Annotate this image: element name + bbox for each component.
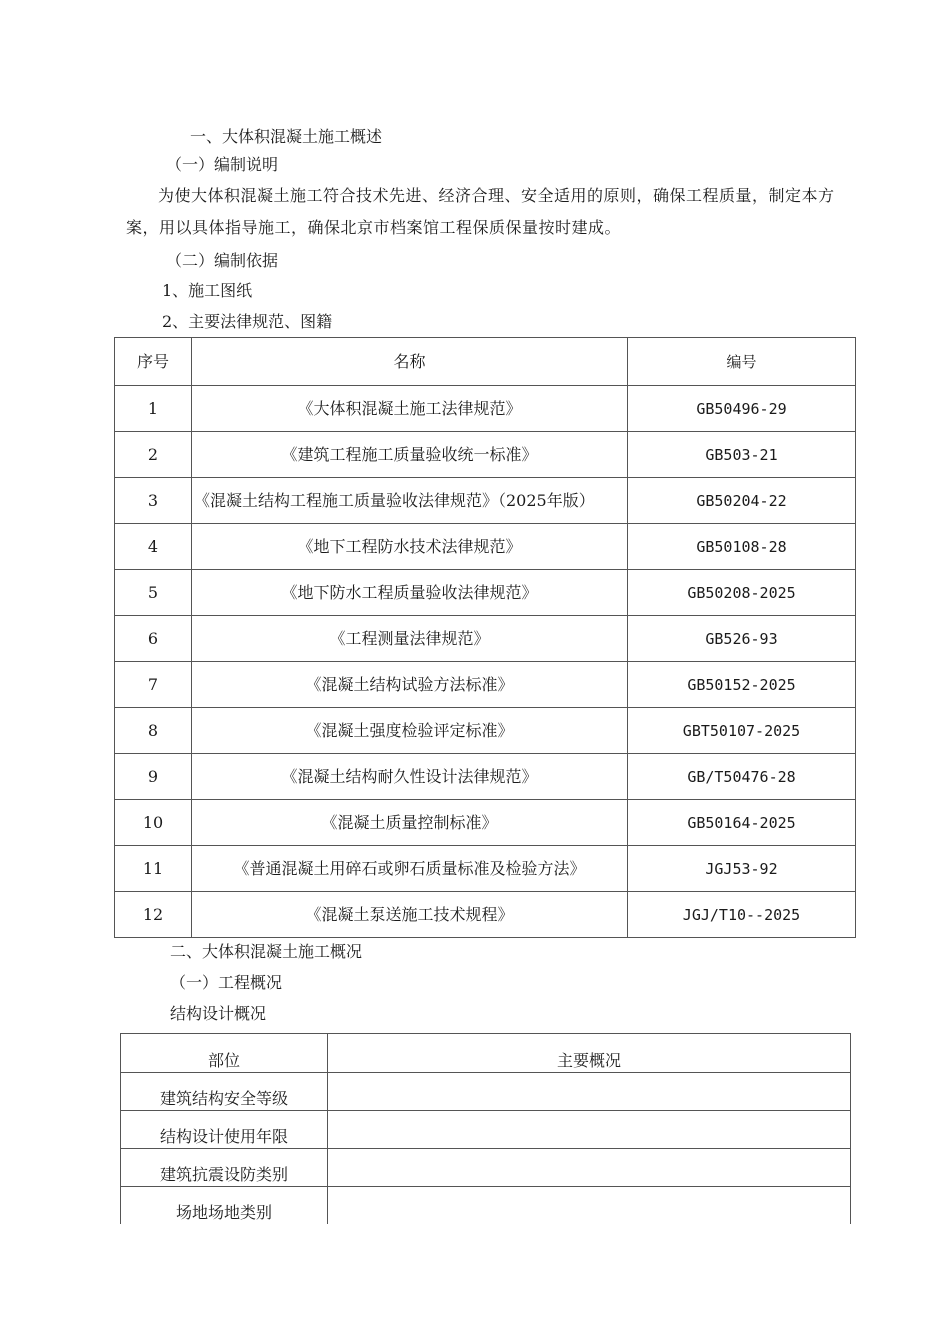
section1-sub1: （一）编制说明 [166, 155, 279, 174]
table-row [115, 846, 856, 892]
table-row [115, 478, 856, 524]
row-part: 建筑抗震设防类别 [121, 1149, 328, 1187]
header-name: 名称 [192, 338, 628, 386]
row-name: 《混凝土强度检验评定标准》 [192, 708, 628, 754]
row-seq: 8 [115, 708, 192, 754]
row-name: 《混凝土结构试验方法标准》 [192, 662, 628, 708]
table-row [121, 1073, 851, 1111]
table-row [115, 570, 856, 616]
row-code: GB50208-2025 [628, 570, 856, 616]
section1-item2: 2、主要法律规范、图籍 [162, 312, 333, 331]
header-overview: 主要概况 [328, 1034, 851, 1073]
row-overview [328, 1187, 851, 1225]
row-seq: 3 [115, 478, 192, 524]
row-seq: 4 [115, 524, 192, 570]
table-row [115, 616, 856, 662]
row-code: GB50108-28 [628, 524, 856, 570]
row-part: 场地场地类别 [121, 1187, 328, 1225]
row-seq: 1 [115, 386, 192, 432]
row-name: 《建筑工程施工质量验收统一标准》 [192, 432, 628, 478]
row-code: GB/T50476-28 [628, 754, 856, 800]
row-name: 《混凝土泵送施工技术规程》 [192, 892, 628, 938]
table-row [115, 708, 856, 754]
section1-paragraph: 为使大体积混凝土施工符合技术先进、经济合理、安全适用的原则，确保工程质量，制定本方案，用以具体指导施工，确保北京市档案馆工程保质保量按时建成。 [126, 186, 835, 237]
table-row [115, 432, 856, 478]
row-seq: 11 [115, 846, 192, 892]
row-code: JGJ/T10--2025 [628, 892, 856, 938]
row-code: GB50152-2025 [628, 662, 856, 708]
struct-table-header [121, 1034, 851, 1073]
row-code: GB503-21 [628, 432, 856, 478]
table-row [115, 892, 856, 938]
section1-item1: 1、施工图纸 [162, 281, 253, 300]
header-part: 部位 [121, 1034, 328, 1073]
norms-table-header [115, 338, 856, 386]
section1-sub2: （二）编制依据 [166, 251, 279, 270]
row-seq: 12 [115, 892, 192, 938]
table-row [121, 1149, 851, 1187]
row-seq: 2 [115, 432, 192, 478]
table-row [115, 800, 856, 846]
section2-title: 二、大体积混凝土施工概况 [170, 942, 363, 961]
row-name: 《地下防水工程质量验收法律规范》 [192, 570, 628, 616]
row-part: 建筑结构安全等级 [121, 1073, 328, 1111]
row-code: JGJ53-92 [628, 846, 856, 892]
table-row [115, 386, 856, 432]
row-name: 《地下工程防水技术法律规范》 [192, 524, 628, 570]
row-seq: 9 [115, 754, 192, 800]
row-name: 《混凝土结构耐久性设计法律规范》 [192, 754, 628, 800]
row-name: 《混凝土质量控制标准》 [192, 800, 628, 846]
table-row [115, 754, 856, 800]
row-code: GB50204-22 [628, 478, 856, 524]
row-part: 结构设计使用年限 [121, 1111, 328, 1149]
struct-caption: 结构设计概况 [170, 1004, 267, 1023]
row-seq: 6 [115, 616, 192, 662]
row-code: GB50164-2025 [628, 800, 856, 846]
norms-table [114, 337, 856, 938]
row-overview [328, 1073, 851, 1111]
table-row [121, 1187, 851, 1225]
table-row [121, 1111, 851, 1149]
row-overview [328, 1111, 851, 1149]
row-name: 《混凝土结构工程施工质量验收法律规范》（2025年版） [192, 478, 628, 524]
row-seq: 10 [115, 800, 192, 846]
row-code: GB50496-29 [628, 386, 856, 432]
table-row [115, 524, 856, 570]
table-row [115, 662, 856, 708]
section2-sub1: （一）工程概况 [170, 973, 283, 992]
header-code: 编号 [628, 338, 856, 386]
row-seq: 7 [115, 662, 192, 708]
section1-title: 一、大体积混凝土施工概述 [190, 127, 383, 146]
row-name: 《普通混凝土用碎石或卵石质量标准及检验方法》 [192, 846, 628, 892]
row-overview [328, 1149, 851, 1187]
row-seq: 5 [115, 570, 192, 616]
struct-table [120, 1033, 851, 1224]
row-name: 《大体积混凝土施工法律规范》 [192, 386, 628, 432]
row-code: GBT50107-2025 [628, 708, 856, 754]
row-code: GB526-93 [628, 616, 856, 662]
row-name: 《工程测量法律规范》 [192, 616, 628, 662]
header-seq: 序号 [115, 338, 192, 386]
